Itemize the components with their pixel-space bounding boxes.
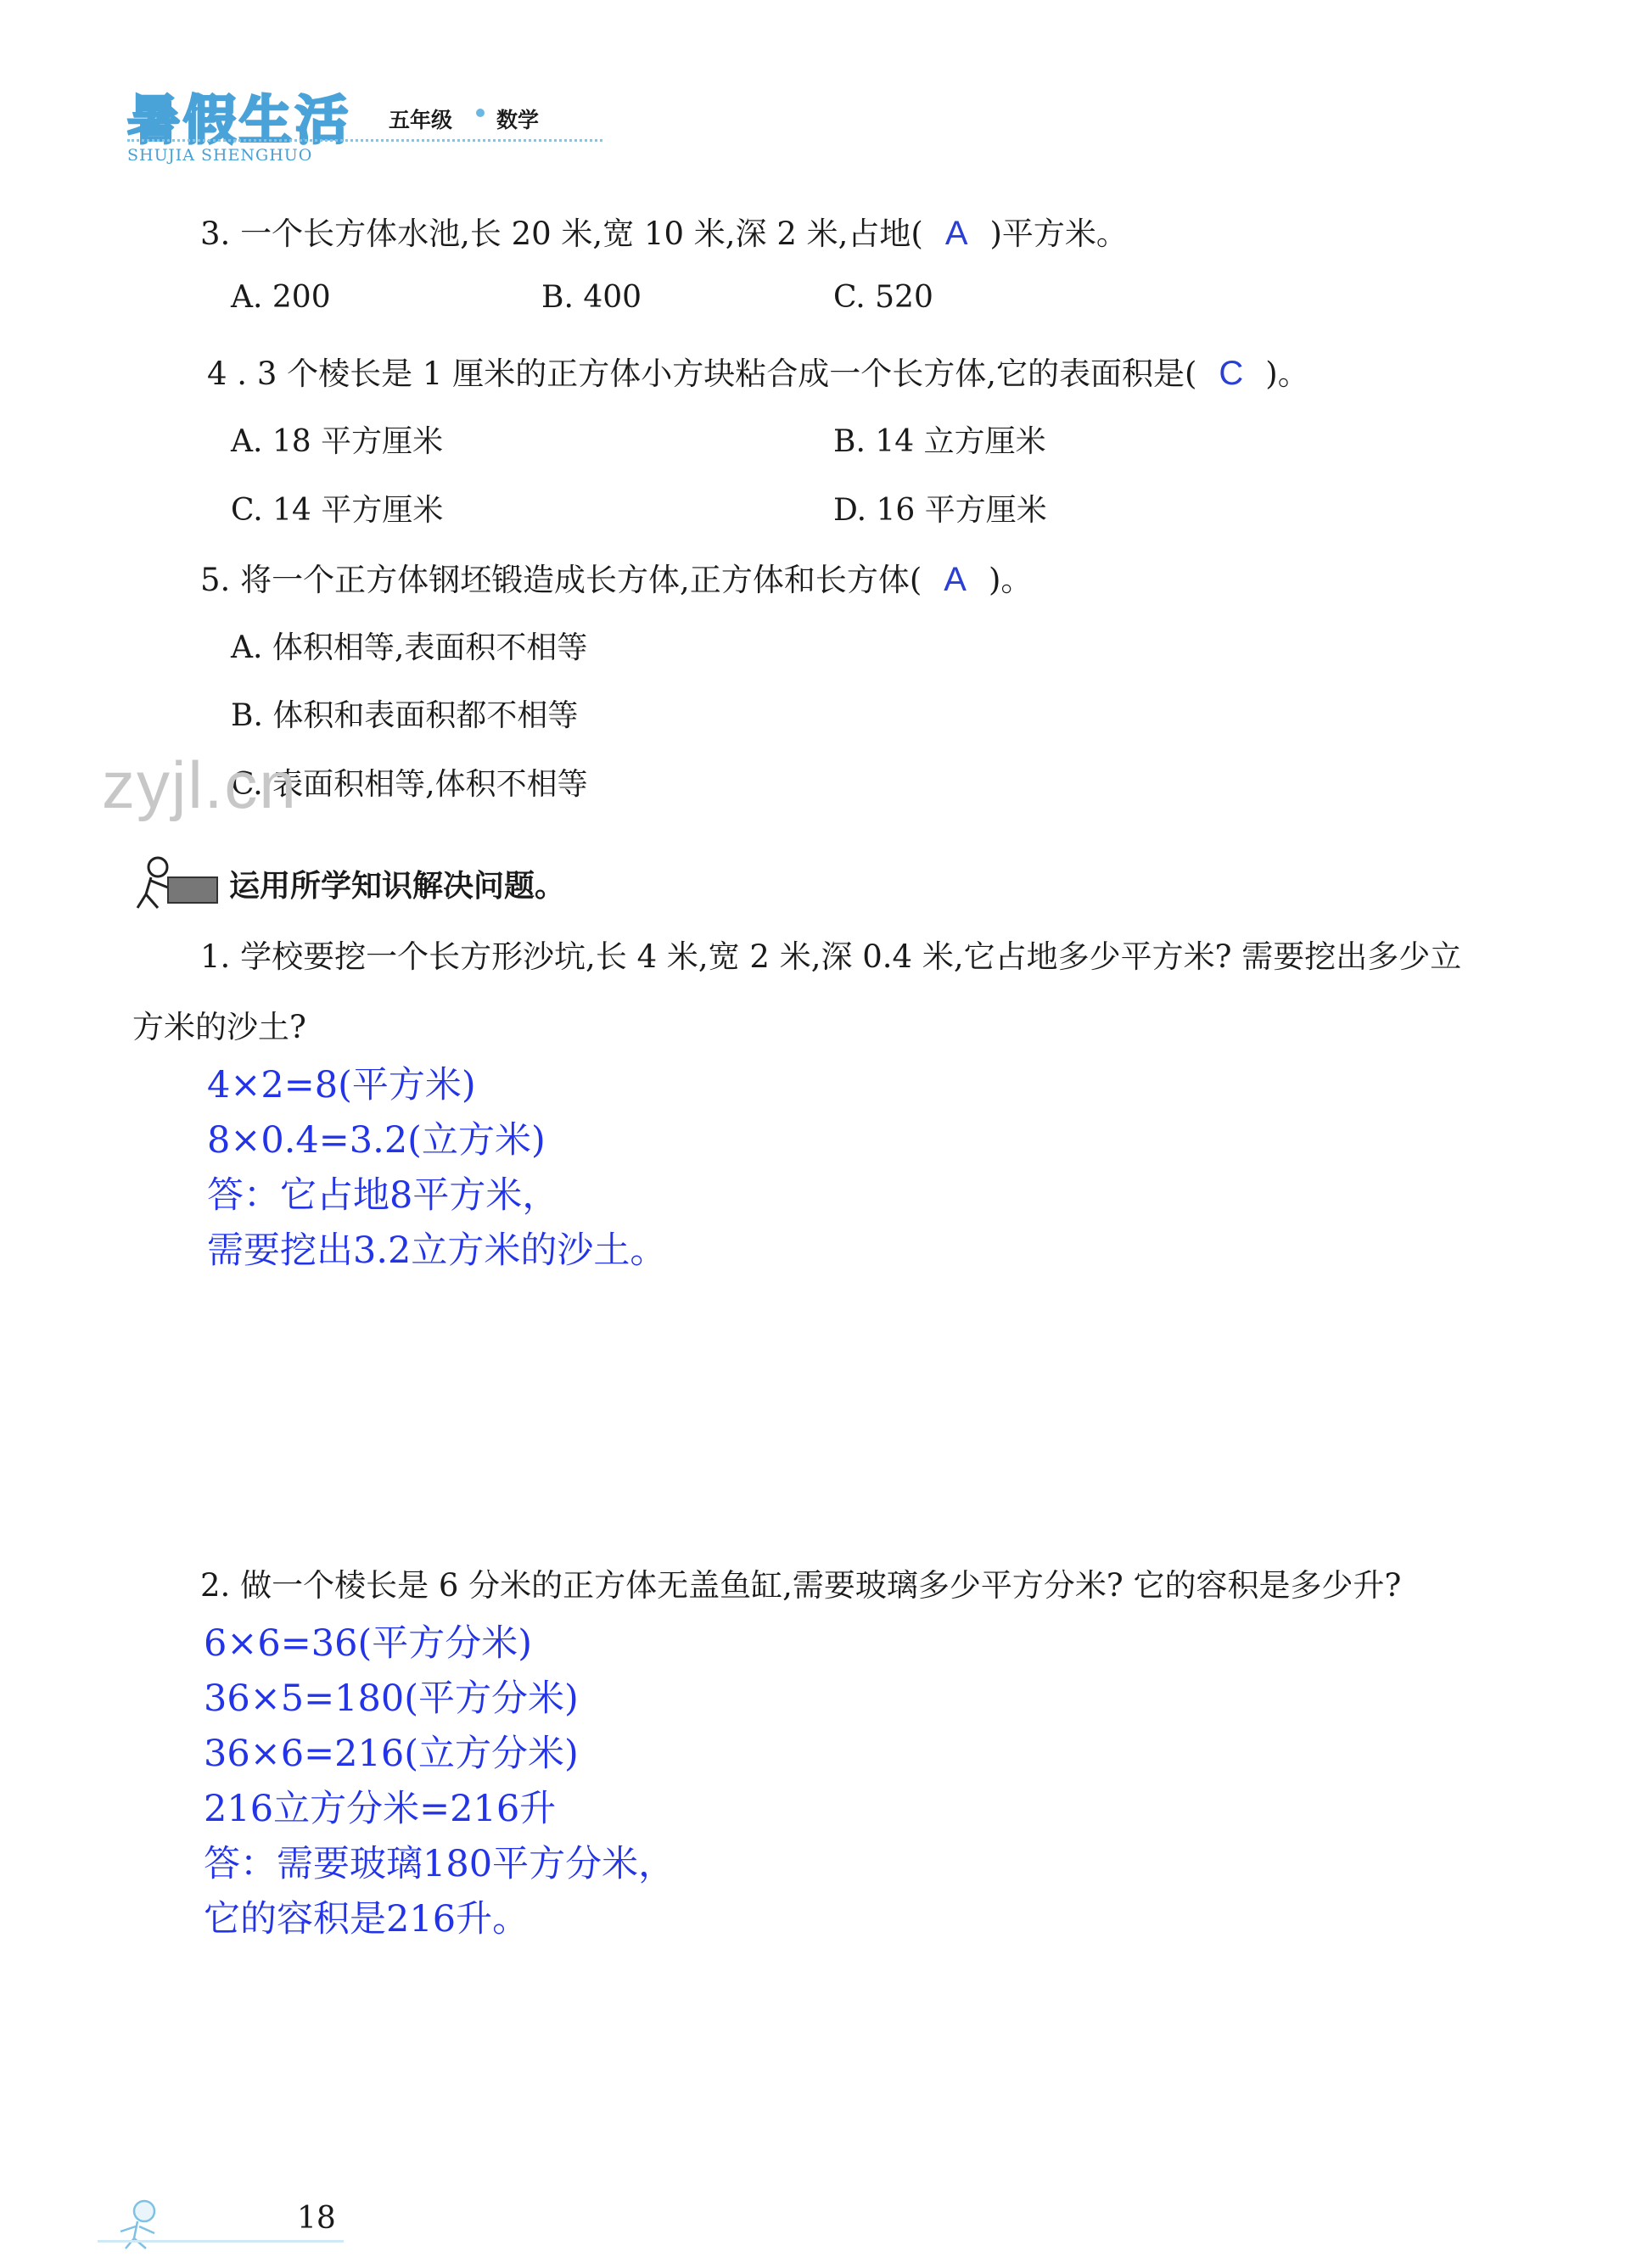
- question-text: 3. 一个长方体水池,长 20 米,宽 10 米,深 2 米,占地(: [200, 216, 923, 252]
- student-pushing-icon: [134, 855, 219, 911]
- header-dot-icon: [476, 109, 485, 117]
- header-divider: [127, 139, 602, 142]
- header-grade: 五年级: [389, 108, 453, 132]
- option-a: A. 体积相等,表面积不相等: [231, 630, 588, 665]
- option-b: B. 14 立方厘米: [833, 424, 1046, 459]
- header-pinyin: SHUJIA SHENGHUO: [127, 146, 313, 165]
- header-logo: 暑假生活: [127, 89, 352, 151]
- option-d: D. 16 平方厘米: [833, 493, 1047, 528]
- option-b: B. 体积和表面积都不相等: [231, 698, 579, 733]
- question-text-end: )。: [988, 562, 1033, 598]
- watermark: zyjl.cn: [102, 748, 298, 822]
- answer-letter: A: [944, 561, 967, 598]
- option-c: C. 表面积相等,体积不相等: [231, 767, 588, 802]
- problem-1-line1: 1. 学校要挖一个长方形沙坑,长 4 米,宽 2 米,深 0.4 米,它占地多少平方米? 需要挖出多少立: [200, 938, 1462, 975]
- option-a: A. 200: [231, 280, 331, 315]
- problem-1-line2: 方米的沙土?: [132, 1009, 306, 1045]
- solution-line: 答：它占地8平方米，: [207, 1174, 559, 1217]
- option-b: B. 400: [541, 280, 642, 315]
- problem-2-line1: 2. 做一个棱长是 6 分米的正方体无盖鱼缸,需要玻璃多少平方分米? 它的容积是多少升?: [200, 1567, 1402, 1604]
- solution-line: 答：需要玻璃180平方分米，: [204, 1843, 675, 1885]
- answer-letter: C: [1219, 355, 1244, 392]
- footer-divider: [98, 2240, 344, 2243]
- option-c: C. 14 平方厘米: [231, 493, 444, 528]
- question-text: 5. 将一个正方体钢坯锻造成长方体,正方体和长方体(: [200, 562, 922, 598]
- answer-letter: A: [944, 215, 968, 252]
- header-subject: 数学: [496, 108, 540, 132]
- question-text-end: )平方米。: [989, 216, 1128, 252]
- solution-line: 它的容积是216升。: [204, 1898, 530, 1940]
- solution-line: 4×2=8(平方米): [207, 1064, 476, 1106]
- solution-line: 36×5=180(平方分米): [204, 1677, 579, 1720]
- solution-line: 需要挖出3.2立方米的沙土。: [207, 1229, 667, 1272]
- question-5: [200, 554, 1032, 600]
- option-a: A. 18 平方厘米: [231, 424, 444, 459]
- solution-line: 6×6=36(平方分米): [204, 1622, 533, 1665]
- solution-line: 36×6=216(立方分米): [204, 1733, 579, 1775]
- question-text: 4 . 3 个棱长是 1 厘米的正方体小方块粘合成一个长方体,它的表面积是(: [207, 356, 1197, 392]
- page-number: 18: [297, 2201, 336, 2236]
- question-text-end: )。: [1265, 356, 1309, 392]
- option-c: C. 520: [833, 280, 933, 315]
- question-4: [207, 348, 1309, 394]
- solution-line: 216立方分米=216升: [204, 1788, 557, 1830]
- solution-line: 8×0.4=3.2(立方米): [207, 1119, 546, 1162]
- section-title: 运用所学知识解决问题。: [229, 869, 566, 904]
- question-3: [200, 208, 1128, 254]
- cartoon-child-icon: [100, 2198, 177, 2252]
